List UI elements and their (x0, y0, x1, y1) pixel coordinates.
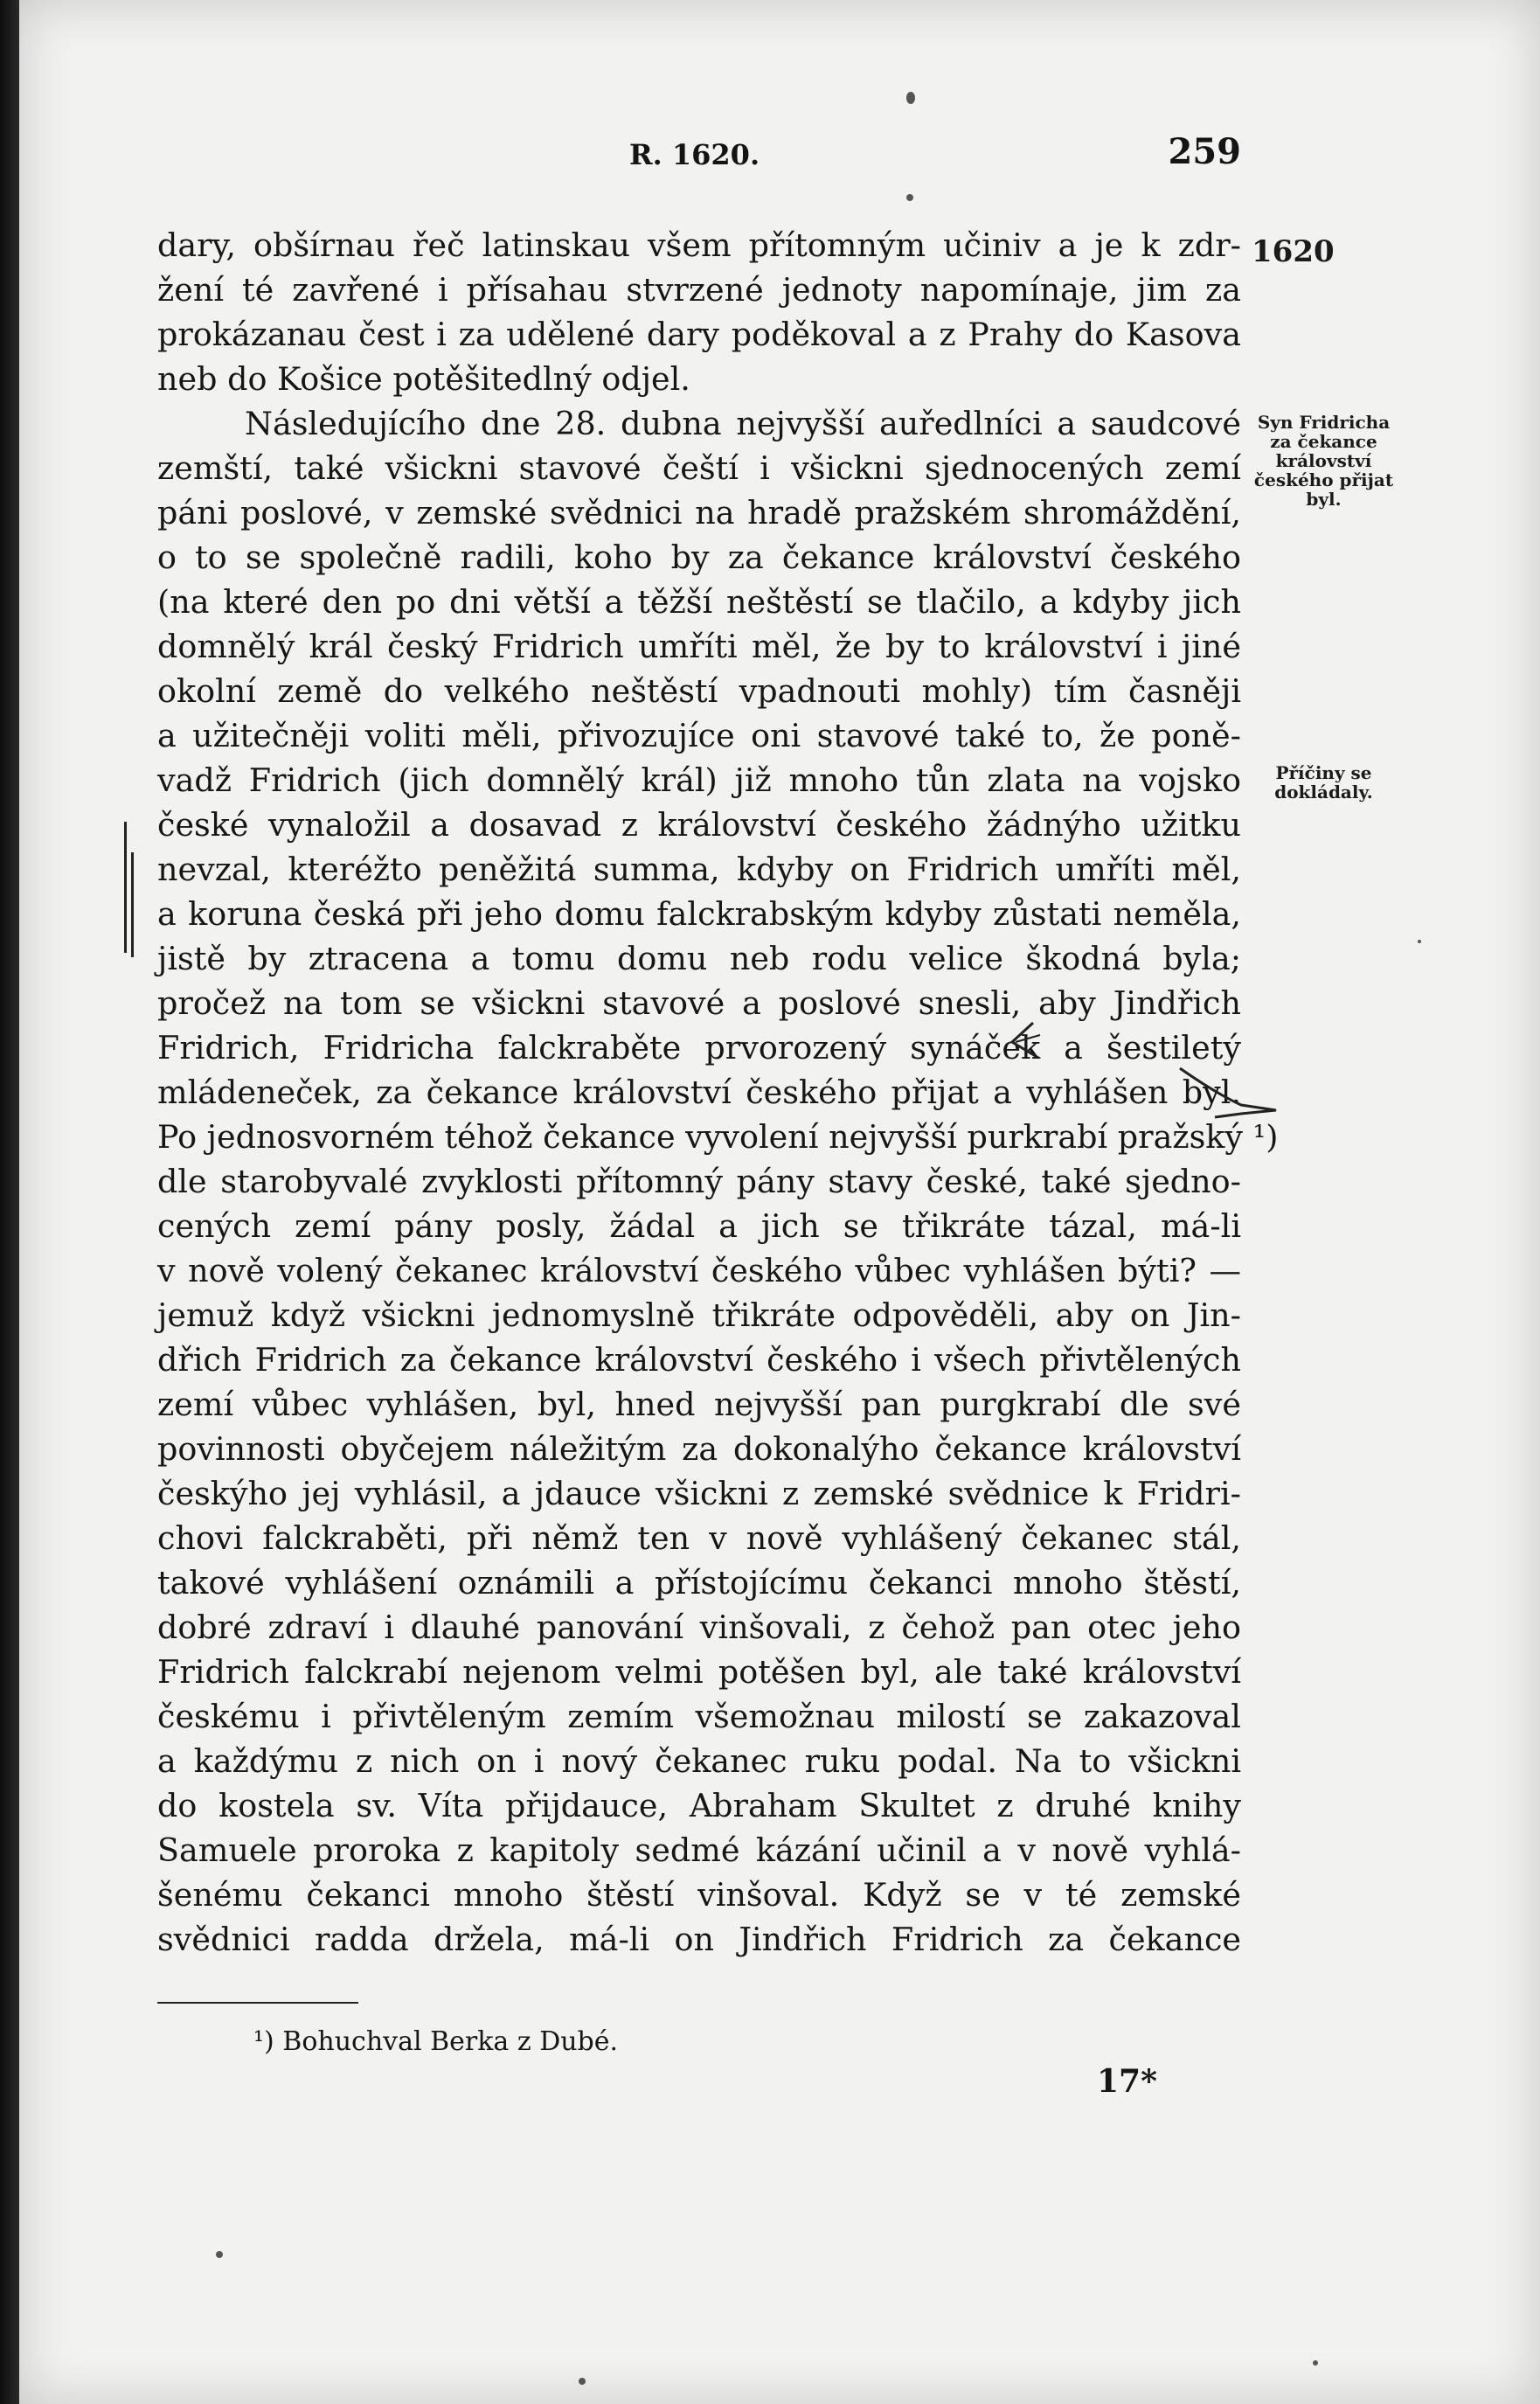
text-line: svědnici radda držela, má-li on Jindřich Fridrich za čekance (157, 1921, 1241, 1958)
margin-pencil-bar (124, 822, 127, 953)
text-line: okolní země do velkého neštěstí vpadnouti mohly) tím časněji (157, 672, 1241, 710)
margin-year: 1620 (1252, 234, 1335, 269)
text-line: pročež na tom se všickni stavové a poslové snesli, aby Jindřich (157, 984, 1241, 1022)
text-line: dřich Fridrich za čekance království českého i všech přivtělených (157, 1341, 1241, 1379)
page-number: 259 (1168, 131, 1241, 172)
text-line: jistě by ztracena a tomu domu neb rodu velice škodná byla; (157, 940, 1241, 977)
text-line: nevzal, kteréžto peněžitá summa, kdyby on Fridrich umříti měl, (157, 851, 1241, 888)
running-head (157, 131, 1241, 184)
text-line: neb do Košice potěšitedlný odjel. (157, 360, 690, 398)
text-line: dary, obšírnau řeč latinskau všem přítomným učiniv a je k zdr- (157, 226, 1241, 264)
text-line: mládeneček, za čekance království českého přijat a vyhlášen byl. (157, 1073, 1241, 1111)
text-line: zemští, také všickni stavové čeští i všickni sjednocených zemí (157, 449, 1241, 487)
text-line: a každýmu z nich on i nový čekanec ruku podal. Na to všickni (157, 1742, 1241, 1780)
text-line: vadž Fridrich (jich domnělý král) již mnoho tůn zlata na vojsko (157, 761, 1241, 799)
text-line: šenému čekanci mnoho štěstí vinšoval. Když se v té zemské (157, 1876, 1241, 1914)
print-speck (1418, 940, 1421, 943)
text-line: o to se společně radili, koho by za čekance království českého (157, 538, 1241, 576)
text-line: takové vyhlášení oznámili a přístojícímu čekanci mnoho štěstí, (157, 1564, 1241, 1602)
print-speck (1313, 2360, 1318, 2366)
text-line: českému i přivtěleným zemím všemožnau milostí se zakazoval (157, 1698, 1241, 1735)
text-line: zemí vůbec vyhlášen, byl, hned nejvyšší pan purgkrabí dle své (157, 1386, 1241, 1423)
text-line: v nově volený čekanec království českého vůbec vyhlášen býti? — (157, 1252, 1241, 1289)
margin-note-successor: Syn Fridricha za čekance království českého přijat byl. (1253, 412, 1394, 510)
text-line: jemuž když všickni jednomyslně třikráte odpověděli, aby on Jin- (157, 1296, 1241, 1334)
running-title: R. 1620. (629, 138, 760, 171)
signature-mark: 17* (1097, 2063, 1157, 2100)
text-line: a koruna česká při jeho domu falckrabským kdyby zůstati neměla, (157, 895, 1241, 933)
text-line: Fridrich falckrabí nejenom velmi potěšen byl, ale také království (157, 1653, 1241, 1691)
margin-pencil-bar (131, 852, 134, 957)
print-speck (906, 92, 915, 104)
footnote-rule (157, 2002, 358, 2004)
text-line: dle starobyvalé zvyklosti přítomný pány stavy české, také sjedno- (157, 1163, 1241, 1200)
text-line: (na které den po dni větší a těžší neštěstí se tlačilo, a kdyby jich (157, 583, 1241, 621)
book-spine-shadow (0, 0, 19, 2404)
text-line: prokázanau čest i za udělené dary poděkoval a z Prahy do Kasova (157, 316, 1241, 353)
print-speck (906, 194, 913, 201)
text-line: Fridrich, Fridricha falckraběte prvorozený synáček a šestiletý (157, 1029, 1241, 1067)
margin-note-reasons: Příčiny se dokládaly. (1274, 762, 1373, 802)
text-line: povinnosti obyčejem náležitým za dokonalýho čekance království (157, 1430, 1241, 1468)
text-line: domnělý král český Fridrich umříti měl, že by to království i jiné (157, 628, 1241, 665)
text-line: chovi falckraběti, při němž ten v nově vyhlášený čekanec stál, (157, 1519, 1241, 1557)
text-line: páni poslové, v zemské svědnici na hradě pražském shromáždění, (157, 494, 1241, 532)
text-line: české vynaložil a dosavad z království českého žádnýho užitku (157, 806, 1241, 844)
print-speck (579, 2378, 586, 2385)
text-line: Následujícího dne 28. dubna nejvyšší auředlníci a saudcové (245, 405, 1241, 442)
text-line: a užitečněji voliti měli, přivozujíce oni stavové také to, že poně- (157, 717, 1241, 754)
text-line: českýho jej vyhlásil, a jdauce všickni z zemské svědnice k Fridri- (157, 1475, 1241, 1512)
print-speck (216, 2251, 223, 2258)
footnote: ¹) Bohuchval Berka z Dubé. (253, 2026, 619, 2057)
text-line: do kostela sv. Víta přijdauce, Abraham Skultet z druhé knihy (157, 1787, 1241, 1824)
pencil-annotation-icon (979, 1005, 1294, 1119)
text-line: Samuele proroka z kapitoly sedmé kázání učinil a v nově vyhlá- (157, 1831, 1241, 1869)
text-line: žení té zavřené i přísahau stvrzené jednoty napomínaje, jim za (157, 271, 1241, 309)
text-line: Po jednosvorném téhož čekance vyvolení nejvyšší purkrabí pražský ¹) (157, 1118, 1279, 1156)
text-line: dobré zdraví i dlauhé panování vinšovali, z čehož pan otec jeho (157, 1608, 1241, 1646)
text-line: cených zemí pány posly, žádal a jich se třikráte tázal, má-li (157, 1207, 1241, 1245)
